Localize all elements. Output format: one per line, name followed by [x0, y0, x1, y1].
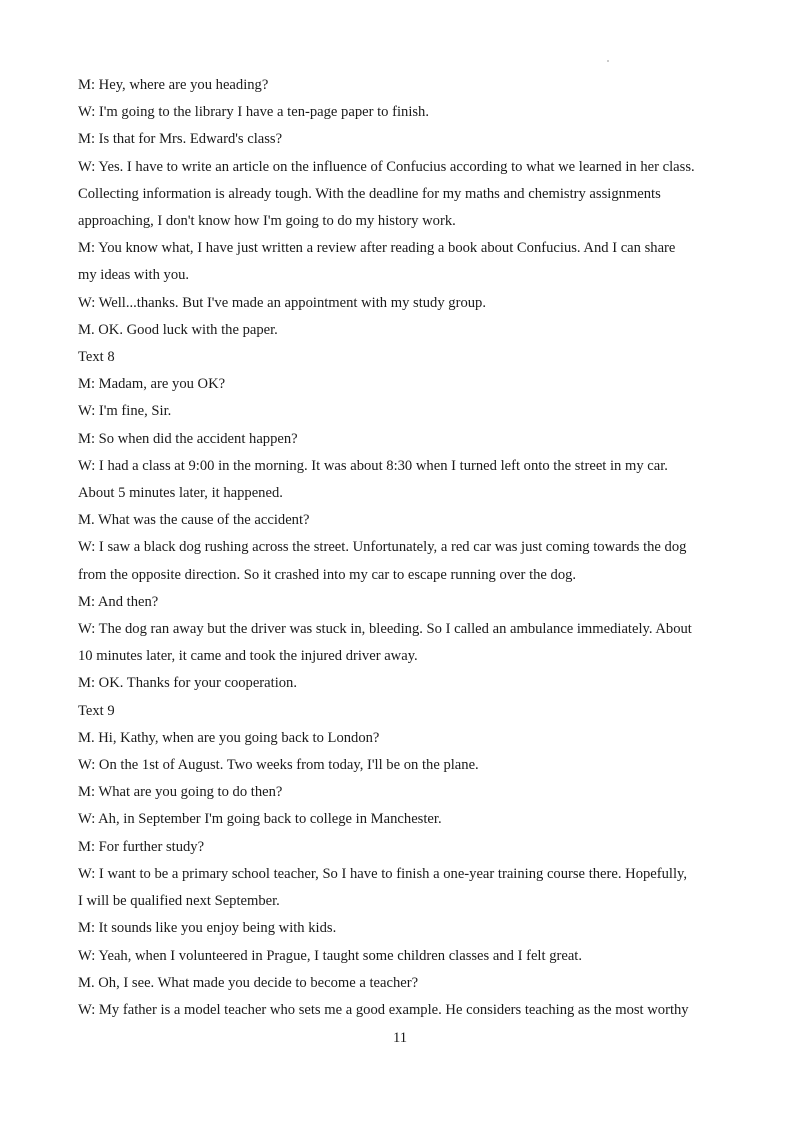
dialogue-line — [78, 99, 758, 126]
line-text: W: Yeah, when I volunteered in Prague, I taught some children classes and I felt great. — [78, 947, 583, 964]
line-text: W: I'm going to the library I have a ten-page paper to finish. — [78, 104, 430, 121]
line-continuation: Collecting information is already tough. With the deadline for my maths and chemistry assignments — [78, 185, 661, 202]
line-continuation: my ideas with you. — [78, 267, 190, 284]
scan-speck — [607, 60, 609, 62]
dialogue-line — [78, 616, 758, 670]
transcript-body — [78, 72, 758, 1024]
dialogue-line — [78, 290, 758, 317]
line-text: W: I'm fine, Sir. — [78, 403, 172, 420]
section-heading — [78, 344, 758, 371]
line-continuation: approaching, I don't know how I'm going to do my history work. — [78, 213, 456, 230]
line-text: W: Yes. I have to write an article on the influence of Confucius according to what we learned in her class. — [78, 158, 695, 175]
dialogue-line — [78, 235, 758, 289]
dialogue-line — [78, 779, 758, 806]
dialogue-line — [78, 589, 758, 616]
line-continuation: About 5 minutes later, it happened. — [78, 485, 283, 502]
line-text: W: My father is a model teacher who sets me a good example. He considers teaching as the most worthy — [78, 1001, 689, 1018]
line-text: Text 9 — [78, 702, 115, 719]
dialogue-line — [78, 943, 758, 970]
dialogue-line — [78, 507, 758, 534]
dialogue-line — [78, 371, 758, 398]
line-continuation: I will be qualified next September. — [78, 893, 280, 910]
dialogue-line — [78, 398, 758, 425]
line-text: W: Ah, in September I'm going back to college in Manchester. — [78, 811, 442, 828]
line-text: W: I want to be a primary school teacher, So I have to finish a one-year training course there. Hopefully, — [78, 865, 688, 882]
line-text: M: So when did the accident happen? — [78, 430, 298, 447]
line-text: W: On the 1st of August. Two weeks from today, I'll be on the plane. — [78, 757, 479, 774]
line-text: W: The dog ran away but the driver was stuck in, bleeding. So I called an ambulance immediately. About — [78, 621, 692, 638]
dialogue-line — [78, 997, 758, 1024]
line-text: W: I saw a black dog rushing across the street. Unfortunately, a red car was just coming towards the dog — [78, 539, 687, 556]
line-continuation: from the opposite direction. So it crashed into my car to escape running over the dog. — [78, 566, 577, 583]
dialogue-line — [78, 834, 758, 861]
dialogue-line — [78, 72, 758, 99]
line-text: W: Well...thanks. But I've made an appointment with my study group. — [78, 294, 486, 311]
line-text: M: And then? — [78, 593, 159, 610]
line-text: M. Oh, I see. What made you decide to become a teacher? — [78, 974, 419, 991]
section-heading — [78, 698, 758, 725]
dialogue-line — [78, 915, 758, 942]
dialogue-line — [78, 126, 758, 153]
line-text: M: Is that for Mrs. Edward's class? — [78, 131, 283, 148]
line-text: M: What are you going to do then? — [78, 784, 283, 801]
line-text: M: You know what, I have just written a review after reading a book about Confucius. And I can share — [78, 240, 676, 257]
line-text: M: Madam, are you OK? — [78, 376, 226, 393]
dialogue-line — [78, 806, 758, 833]
line-text: M. Hi, Kathy, when are you going back to London? — [78, 729, 380, 746]
line-continuation: 10 minutes later, it came and took the injured driver away. — [78, 648, 418, 665]
line-text: Text 8 — [78, 349, 115, 366]
dialogue-line — [78, 670, 758, 697]
line-text: M. What was the cause of the accident? — [78, 512, 310, 529]
dialogue-line — [78, 317, 758, 344]
dialogue-line — [78, 970, 758, 997]
line-text: W: I had a class at 9:00 in the morning. It was about 8:30 when I turned left onto the street in my car. — [78, 457, 668, 474]
line-text: M: For further study? — [78, 838, 205, 855]
line-text: M: It sounds like you enjoy being with kids. — [78, 920, 337, 937]
line-text: M. OK. Good luck with the paper. — [78, 321, 278, 338]
dialogue-line — [78, 861, 758, 915]
dialogue-line — [78, 453, 758, 507]
page-number: 11 — [392, 1030, 408, 1046]
line-text: M: Hey, where are you heading? — [78, 77, 269, 93]
dialogue-line — [78, 154, 758, 236]
dialogue-line — [78, 534, 758, 588]
dialogue-line — [78, 725, 758, 752]
dialogue-line — [78, 426, 758, 453]
dialogue-line — [78, 752, 758, 779]
line-text: M: OK. Thanks for your cooperation. — [78, 675, 297, 692]
